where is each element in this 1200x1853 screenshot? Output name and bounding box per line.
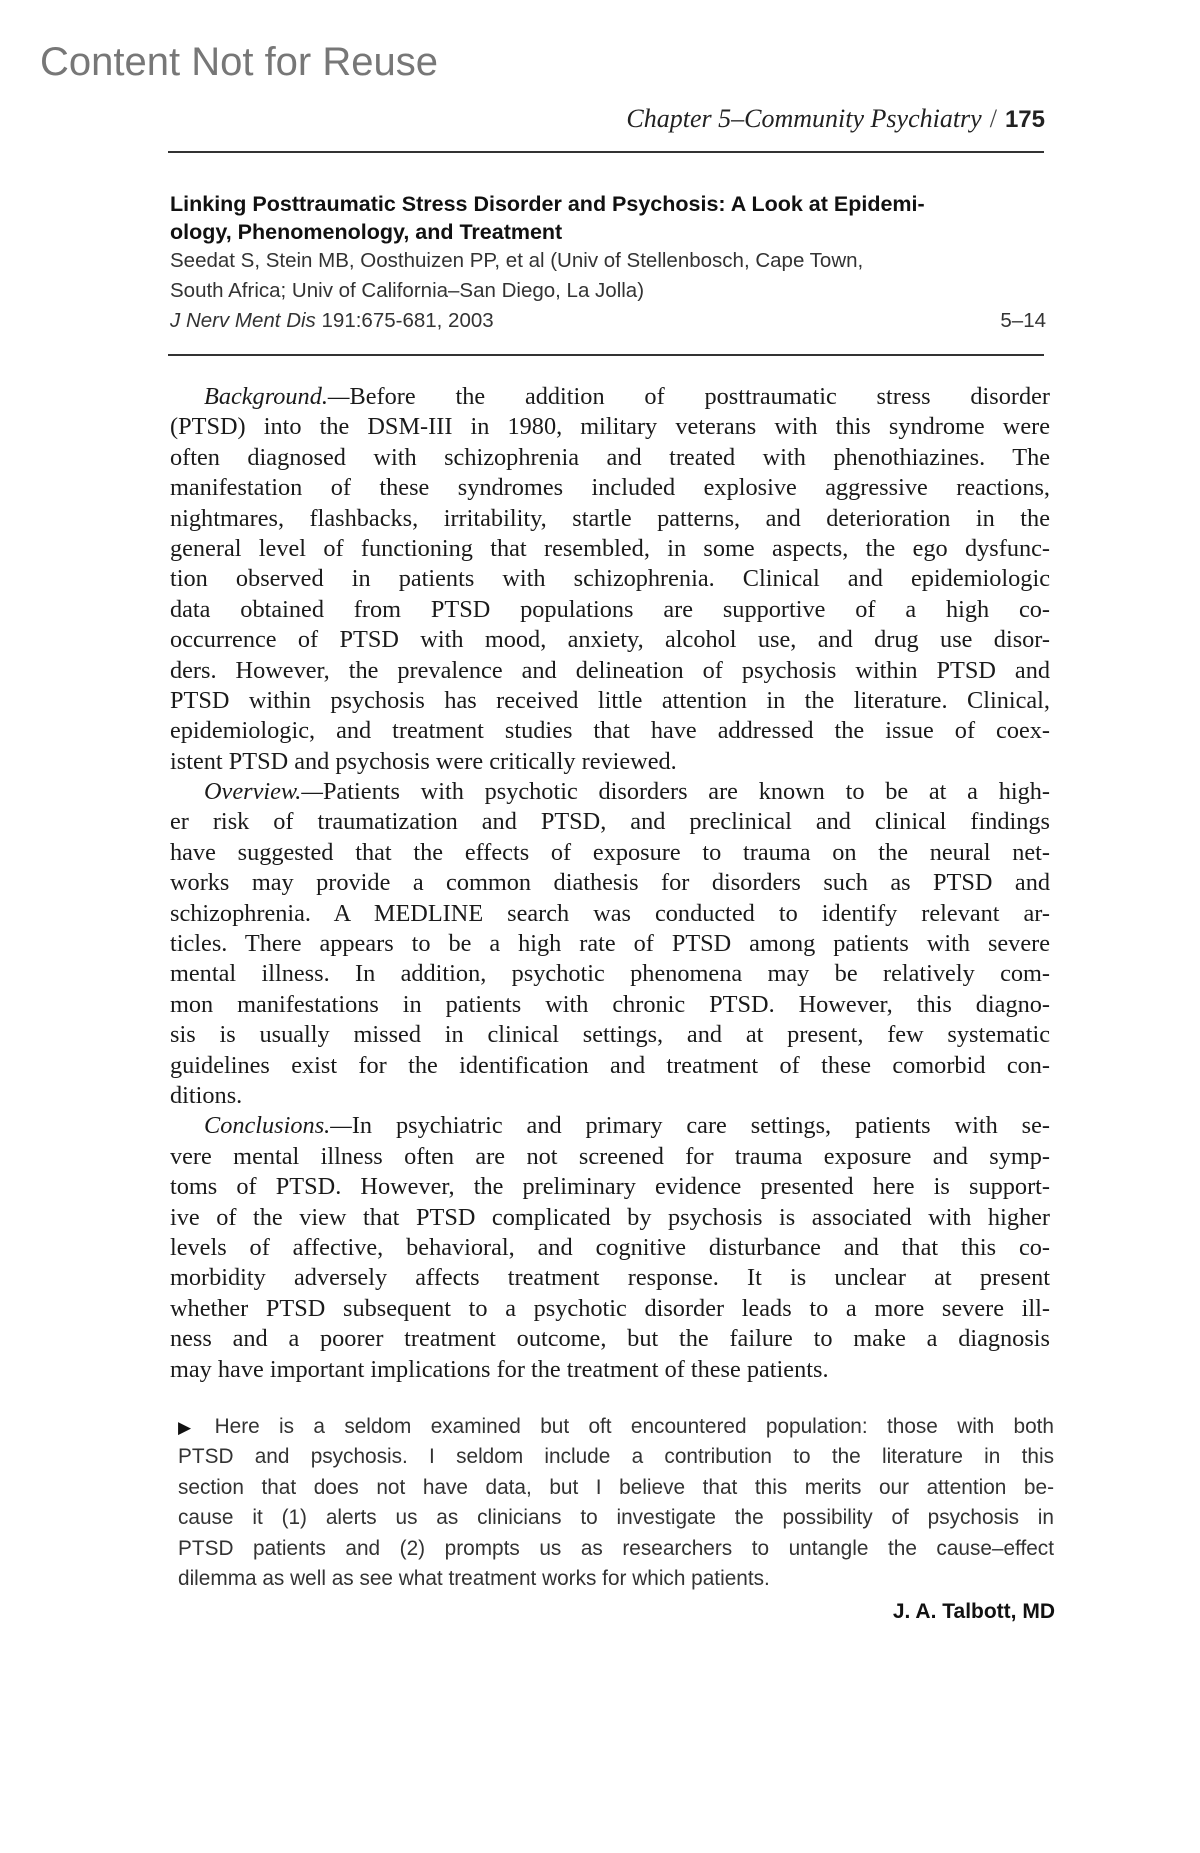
paragraph-line — [170, 1081, 1050, 1111]
line-text: Patients with psychotic disorders are known to be at a high- — [322, 778, 1050, 806]
line-text: whether PTSD subsequent to a psychotic disorder leads to a more severe ill- — [170, 1294, 1050, 1322]
watermark: Content Not for Reuse — [40, 40, 438, 84]
citation-row — [170, 306, 1046, 336]
line-text: PTSD and psychosis. I seldom include a contribution to the literature in this — [178, 1445, 1054, 1469]
section-lead: Background.— — [204, 383, 350, 410]
reference-number: 5–14 — [1000, 309, 1046, 332]
paragraph-line — [170, 868, 1050, 898]
paragraph-line — [170, 990, 1050, 1020]
paragraph-line — [170, 1111, 1050, 1141]
line-text: schizophrenia. A MEDLINE search was conducted to identify relevant ar- — [170, 899, 1050, 927]
line-text: ness and a poorer treatment outcome, but the failure to make a diagnosis — [170, 1325, 1050, 1353]
paragraph-line — [170, 899, 1050, 929]
paragraph-line — [170, 929, 1050, 959]
paragraph-line — [170, 838, 1050, 868]
paragraph-line — [170, 443, 1050, 473]
citation: 191:675-681, 2003 — [321, 309, 494, 332]
triangle-marker-icon: ▶ — [178, 1418, 205, 1437]
chapter-title: Chapter 5–Community Psychiatry — [626, 104, 982, 133]
section-lead: Conclusions.— — [204, 1112, 352, 1140]
paragraph-line — [170, 1355, 1050, 1385]
line-text: sis is usually missed in clinical settings, and at present, few systematic — [170, 1021, 1050, 1049]
separator: / — [989, 104, 997, 133]
line-text: PTSD within psychosis has received little attention in the literature. Clinical, — [170, 686, 1050, 714]
paragraph-line — [170, 1051, 1050, 1081]
paragraph-line — [170, 534, 1050, 564]
paragraph-line — [170, 747, 1050, 777]
line-text: epidemiologic, and treatment studies that have addressed the issue of coex- — [170, 717, 1050, 745]
comment-line — [178, 1473, 1054, 1503]
paragraph-line — [170, 1263, 1050, 1293]
line-text: data obtained from PTSD populations are supportive of a high co- — [170, 595, 1050, 623]
line-text: mon manifestations in patients with chronic PTSD. However, this diagno- — [170, 990, 1050, 1018]
page-number: 175 — [1004, 106, 1045, 133]
line-text: cause it (1) alerts us as clinicians to investigate the possibility of psychosis in — [178, 1506, 1054, 1530]
paragraph-line — [170, 777, 1050, 807]
line-text: istent PTSD and psychosis were critically reviewed. — [170, 747, 677, 775]
line-text: ticles. There appears to be a high rate of PTSD among patients with severe — [170, 930, 1050, 958]
line-text: section that does not have data, but I believe that this merits our attention be- — [178, 1475, 1054, 1499]
comment-line — [178, 1564, 1054, 1594]
paragraph-line — [170, 1324, 1050, 1354]
comment-line — [178, 1503, 1054, 1533]
line-text: guidelines exist for the identification and treatment of these comorbid con- — [170, 1051, 1050, 1079]
line-text: manifestation of these syndromes included explosive aggressive reactions, — [170, 474, 1050, 502]
line-text: occurrence of PTSD with mood, anxiety, alcohol use, and drug use disor- — [170, 626, 1050, 654]
article-title-line: ology, Phenomenology, and Treatment — [170, 220, 563, 244]
comment-line — [178, 1534, 1054, 1564]
line-text: PTSD patients and (2) prompts us as researchers to untangle the cause–effect — [178, 1536, 1054, 1560]
paragraph-line — [170, 1233, 1050, 1263]
line-text: general level of functioning that resembled, in some aspects, the ego dysfunc- — [170, 534, 1050, 562]
line-text: toms of PTSD. However, the preliminary evidence presented here is support- — [170, 1173, 1050, 1201]
line-text: ditions. — [170, 1081, 243, 1109]
line-text: works may provide a common diathesis for disorders such as PTSD and — [170, 869, 1050, 897]
paragraph-line — [170, 686, 1050, 716]
line-text: er risk of traumatization and PTSD, and preclinical and clinical findings — [170, 808, 1050, 836]
running-head — [626, 104, 1045, 134]
editor-comment — [178, 1412, 1054, 1594]
paragraph-line — [170, 504, 1050, 534]
paragraph-line — [170, 1142, 1050, 1172]
abstract-body — [170, 382, 1050, 1385]
article-title-line: Linking Posttraumatic Stress Disorder and Psychosis: A Look at Epidemi- — [170, 192, 925, 216]
line-text: have suggested that the effects of exposure to trauma on the neural net- — [170, 838, 1050, 866]
paragraph-line — [170, 382, 1050, 412]
line-text: morbidity adversely affects treatment response. It is unclear at present — [170, 1264, 1050, 1292]
line-text: often diagnosed with schizophrenia and treated with phenothiazines. The — [170, 443, 1050, 471]
paragraph-line — [170, 656, 1050, 686]
line-text: ive of the view that PTSD complicated by psychosis is associated with higher — [170, 1203, 1050, 1231]
line-text: mental illness. In addition, psychotic phenomena may be relatively com- — [170, 960, 1050, 988]
paragraph-line — [170, 625, 1050, 655]
line-text: ders. However, the prevalence and delineation of psychosis within PTSD and — [170, 656, 1050, 684]
paragraph-line — [170, 412, 1050, 442]
line-text: tion observed in patients with schizophrenia. Clinical and epidemiologic — [170, 565, 1050, 593]
paragraph-line — [170, 1294, 1050, 1324]
paragraph-line — [170, 1020, 1050, 1050]
line-text: nightmares, flashbacks, irritability, startle patterns, and deterioration in the — [170, 504, 1050, 532]
line-text: vere mental illness often are not screened for trauma exposure and symp- — [170, 1142, 1050, 1170]
article-header — [170, 190, 1046, 336]
line-text: levels of affective, behavioral, and cognitive disturbance and that this co- — [170, 1233, 1050, 1261]
paragraph-line — [170, 564, 1050, 594]
paragraph-line — [170, 473, 1050, 503]
paragraph-line — [170, 595, 1050, 625]
paragraph-line — [170, 1203, 1050, 1233]
abstract-rule — [168, 354, 1044, 356]
line-text: Here is a seldom examined but oft encountered population: those with both — [214, 1415, 1054, 1438]
line-text: Before the addition of posttraumatic stress disorder — [349, 383, 1050, 410]
author-line: South Africa; Univ of California–San Diego, La Jolla) — [170, 279, 645, 302]
paragraph-line — [170, 807, 1050, 837]
line-text: (PTSD) into the DSM-III in 1980, military veterans with this syndrome were — [170, 413, 1050, 441]
line-text: dilemma as well as see what treatment works for which patients. — [178, 1566, 770, 1590]
author-line: Seedat S, Stein MB, Oosthuizen PP, et al (Univ of Stellenbosch, Cape Town, — [170, 249, 864, 272]
signature: J. A. Talbott, MD — [892, 1600, 1055, 1623]
header-rule — [168, 151, 1044, 153]
paragraph-line — [170, 959, 1050, 989]
line-text: In psychiatric and primary care settings, patients with se- — [351, 1112, 1050, 1140]
paragraph-line — [170, 1172, 1050, 1202]
line-text: may have important implications for the treatment of these patients. — [170, 1355, 829, 1383]
section-lead: Overview.— — [204, 778, 323, 806]
paragraph-line — [170, 716, 1050, 746]
comment-line — [178, 1442, 1054, 1472]
comment-line — [178, 1412, 1054, 1442]
journal-name: J Nerv Ment Dis — [170, 309, 316, 332]
